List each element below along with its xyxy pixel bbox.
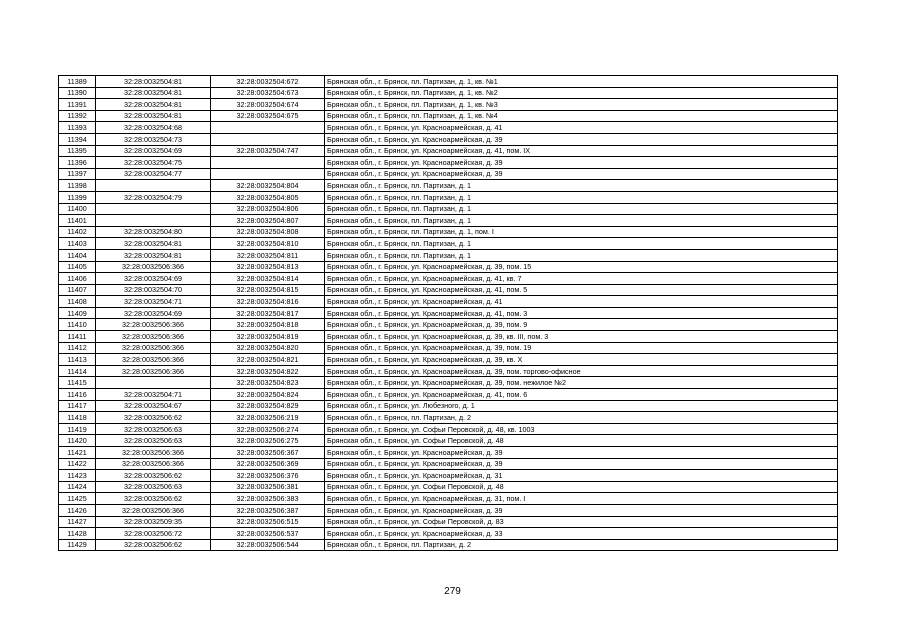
land-parcel-cadastral-cell: 32:28:0032506:366 — [96, 447, 211, 459]
land-parcel-cadastral-cell: 32:28:0032504:68 — [96, 122, 211, 134]
property-cadastral-cell: 32:28:0032504:822 — [211, 365, 325, 377]
record-number-cell: 11427 — [59, 516, 96, 528]
property-cadastral-cell: 32:28:0032504:820 — [211, 342, 325, 354]
land-parcel-cadastral-cell: 32:28:0032504:69 — [96, 307, 211, 319]
property-cadastral-cell: 32:28:0032504:829 — [211, 400, 325, 412]
record-number-cell: 11419 — [59, 423, 96, 435]
address-cell: Брянская обл., г. Брянск, ул. Красноармейская, д. 39, пом. нежилое №2 — [325, 377, 838, 389]
property-cadastral-cell: 32:28:0032504:821 — [211, 354, 325, 366]
record-number-cell: 11429 — [59, 539, 96, 551]
land-parcel-cadastral-cell: 32:28:0032504:77 — [96, 168, 211, 180]
table-row — [59, 238, 838, 250]
table-row — [59, 389, 838, 401]
land-parcel-cadastral-cell: 32:28:0032504:75 — [96, 157, 211, 169]
record-number-cell: 11400 — [59, 203, 96, 215]
address-cell: Брянская обл., г. Брянск, ул. Красноармейская, д. 41, пом. 6 — [325, 389, 838, 401]
property-cadastral-cell: 32:28:0032504:817 — [211, 307, 325, 319]
table-row — [59, 215, 838, 227]
address-cell: Брянская обл., г. Брянск, пл. Партизан, д. 1 — [325, 180, 838, 192]
record-number-cell: 11428 — [59, 528, 96, 540]
table-row — [59, 504, 838, 516]
table-row — [59, 365, 838, 377]
property-cadastral-cell: 32:28:0032504:747 — [211, 145, 325, 157]
registry-table-body — [59, 76, 838, 551]
land-parcel-cadastral-cell: 32:28:0032504:69 — [96, 273, 211, 285]
address-cell: Брянская обл., г. Брянск, ул. Красноармейская, д. 41, пом. 5 — [325, 284, 838, 296]
land-parcel-cadastral-cell: 32:28:0032506:63 — [96, 423, 211, 435]
land-parcel-cadastral-cell: 32:28:0032506:63 — [96, 481, 211, 493]
table-row — [59, 516, 838, 528]
property-cadastral-cell — [211, 157, 325, 169]
address-cell: Брянская обл., г. Брянск, ул. Красноармейская, д. 39, пом. 19 — [325, 342, 838, 354]
table-row — [59, 273, 838, 285]
address-cell: Брянская обл., г. Брянск, ул. Красноармейская, д. 39 — [325, 133, 838, 145]
address-cell: Брянская обл., г. Брянск, пл. Партизан, д. 1 — [325, 191, 838, 203]
table-row — [59, 168, 838, 180]
record-number-cell: 11415 — [59, 377, 96, 389]
record-number-cell: 11413 — [59, 354, 96, 366]
record-number-cell: 11407 — [59, 284, 96, 296]
table-row — [59, 528, 838, 540]
table-row — [59, 447, 838, 459]
land-parcel-cadastral-cell: 32:28:0032504:81 — [96, 87, 211, 99]
address-cell: Брянская обл., г. Брянск, ул. Красноармейская, д. 41, кв. 7 — [325, 273, 838, 285]
record-number-cell: 11418 — [59, 412, 96, 424]
address-cell: Брянская обл., г. Брянск, пл. Партизан, д. 1, кв. №4 — [325, 110, 838, 122]
land-parcel-cadastral-cell: 32:28:0032506:62 — [96, 412, 211, 424]
record-number-cell: 11423 — [59, 470, 96, 482]
table-row — [59, 400, 838, 412]
record-number-cell: 11414 — [59, 365, 96, 377]
address-cell: Брянская обл., г. Брянск, пл. Партизан, д. 1 — [325, 215, 838, 227]
address-cell: Брянская обл., г. Брянск, ул. Красноармейская, д. 39 — [325, 458, 838, 470]
address-cell: Брянская обл., г. Брянск, ул. Красноармейская, д. 39 — [325, 447, 838, 459]
property-registry-table — [58, 75, 838, 551]
record-number-cell: 11421 — [59, 447, 96, 459]
table-row — [59, 110, 838, 122]
table-row — [59, 470, 838, 482]
land-parcel-cadastral-cell: 32:28:0032504:81 — [96, 99, 211, 111]
property-cadastral-cell: 32:28:0032504:673 — [211, 87, 325, 99]
address-cell: Брянская обл., г. Брянск, пл. Партизан, д. 1 — [325, 238, 838, 250]
page-number: 279 — [444, 586, 461, 597]
land-parcel-cadastral-cell: 32:28:0032504:81 — [96, 238, 211, 250]
record-number-cell: 11391 — [59, 99, 96, 111]
property-cadastral-cell: 32:28:0032504:819 — [211, 331, 325, 343]
record-number-cell: 11412 — [59, 342, 96, 354]
record-number-cell: 11390 — [59, 87, 96, 99]
record-number-cell: 11411 — [59, 331, 96, 343]
property-cadastral-cell: 32:28:0032504:672 — [211, 76, 325, 88]
land-parcel-cadastral-cell: 32:28:0032506:366 — [96, 354, 211, 366]
land-parcel-cadastral-cell: 32:28:0032506:62 — [96, 470, 211, 482]
address-cell: Брянская обл., г. Брянск, ул. Красноармейская, д. 41 — [325, 296, 838, 308]
address-cell: Брянская обл., г. Брянск, ул. Красноармейская, д. 33 — [325, 528, 838, 540]
table-row — [59, 296, 838, 308]
property-cadastral-cell: 32:28:0032504:816 — [211, 296, 325, 308]
property-cadastral-cell: 32:28:0032506:383 — [211, 493, 325, 505]
land-parcel-cadastral-cell — [96, 377, 211, 389]
property-cadastral-cell: 32:28:0032506:219 — [211, 412, 325, 424]
record-number-cell: 11395 — [59, 145, 96, 157]
land-parcel-cadastral-cell: 32:28:0032506:366 — [96, 365, 211, 377]
property-cadastral-cell: 32:28:0032506:376 — [211, 470, 325, 482]
property-cadastral-cell: 32:28:0032506:275 — [211, 435, 325, 447]
record-number-cell: 11393 — [59, 122, 96, 134]
land-parcel-cadastral-cell: 32:28:0032506:366 — [96, 504, 211, 516]
address-cell: Брянская обл., г. Брянск, пл. Партизан, д. 1, кв. №2 — [325, 87, 838, 99]
table-row — [59, 493, 838, 505]
table-row — [59, 191, 838, 203]
record-number-cell: 11424 — [59, 481, 96, 493]
land-parcel-cadastral-cell: 32:28:0032509:35 — [96, 516, 211, 528]
record-number-cell: 11398 — [59, 180, 96, 192]
land-parcel-cadastral-cell: 32:28:0032506:366 — [96, 261, 211, 273]
table-row — [59, 145, 838, 157]
property-cadastral-cell: 32:28:0032506:369 — [211, 458, 325, 470]
address-cell: Брянская обл., г. Брянск, ул. Красноармейская, д. 39, кв. III, пом. 3 — [325, 331, 838, 343]
land-parcel-cadastral-cell: 32:28:0032506:63 — [96, 435, 211, 447]
address-cell: Брянская обл., г. Брянск, ул. Красноармейская, д. 39, пом. 15 — [325, 261, 838, 273]
property-cadastral-cell: 32:28:0032504:807 — [211, 215, 325, 227]
land-parcel-cadastral-cell: 32:28:0032506:62 — [96, 539, 211, 551]
address-cell: Брянская обл., г. Брянск, ул. Софьи Перовской, д. 83 — [325, 516, 838, 528]
record-number-cell: 11405 — [59, 261, 96, 273]
property-cadastral-cell: 32:28:0032504:804 — [211, 180, 325, 192]
land-parcel-cadastral-cell: 32:28:0032504:67 — [96, 400, 211, 412]
address-cell: Брянская обл., г. Брянск, ул. Красноармейская, д. 39 — [325, 168, 838, 180]
table-row — [59, 87, 838, 99]
property-cadastral-cell: 32:28:0032504:806 — [211, 203, 325, 215]
record-number-cell: 11389 — [59, 76, 96, 88]
property-cadastral-cell: 32:28:0032504:805 — [211, 191, 325, 203]
table-row — [59, 249, 838, 261]
property-cadastral-cell: 32:28:0032504:823 — [211, 377, 325, 389]
property-cadastral-cell: 32:28:0032504:810 — [211, 238, 325, 250]
table-row — [59, 307, 838, 319]
address-cell: Брянская обл., г. Брянск, ул. Красноармейская, д. 31, пом. I — [325, 493, 838, 505]
property-cadastral-cell — [211, 133, 325, 145]
record-number-cell: 11422 — [59, 458, 96, 470]
land-parcel-cadastral-cell: 32:28:0032504:81 — [96, 110, 211, 122]
land-parcel-cadastral-cell: 32:28:0032504:71 — [96, 389, 211, 401]
address-cell: Брянская обл., г. Брянск, ул. Софьи Перовской, д. 48 — [325, 481, 838, 493]
record-number-cell: 11396 — [59, 157, 96, 169]
record-number-cell: 11399 — [59, 191, 96, 203]
table-row — [59, 261, 838, 273]
land-parcel-cadastral-cell: 32:28:0032506:62 — [96, 493, 211, 505]
land-parcel-cadastral-cell: 32:28:0032504:69 — [96, 145, 211, 157]
address-cell: Брянская обл., г. Брянск, ул. Любезного, д. 1 — [325, 400, 838, 412]
land-parcel-cadastral-cell: 32:28:0032506:366 — [96, 319, 211, 331]
property-cadastral-cell — [211, 122, 325, 134]
record-number-cell: 11410 — [59, 319, 96, 331]
table-row — [59, 342, 838, 354]
table-row — [59, 458, 838, 470]
record-number-cell: 11409 — [59, 307, 96, 319]
address-cell: Брянская обл., г. Брянск, ул. Красноармейская, д. 39, пом. 9 — [325, 319, 838, 331]
record-number-cell: 11416 — [59, 389, 96, 401]
record-number-cell: 11408 — [59, 296, 96, 308]
land-parcel-cadastral-cell: 32:28:0032504:81 — [96, 249, 211, 261]
address-cell: Брянская обл., г. Брянск, ул. Красноармейская, д. 39 — [325, 504, 838, 516]
address-cell: Брянская обл., г. Брянск, пл. Партизан, д. 2 — [325, 539, 838, 551]
address-cell: Брянская обл., г. Брянск, пл. Партизан, д. 1, кв. №3 — [325, 99, 838, 111]
address-cell: Брянская обл., г. Брянск, пл. Партизан, д. 1, кв. №1 — [325, 76, 838, 88]
address-cell: Брянская обл., г. Брянск, ул. Красноармейская, д. 39 — [325, 157, 838, 169]
table-row — [59, 203, 838, 215]
property-cadastral-cell — [211, 168, 325, 180]
land-parcel-cadastral-cell: 32:28:0032504:70 — [96, 284, 211, 296]
land-parcel-cadastral-cell: 32:28:0032504:79 — [96, 191, 211, 203]
property-cadastral-cell: 32:28:0032504:675 — [211, 110, 325, 122]
property-cadastral-cell: 32:28:0032504:818 — [211, 319, 325, 331]
address-cell: Брянская обл., г. Брянск, пл. Партизан, д. 1 — [325, 203, 838, 215]
land-parcel-cadastral-cell: 32:28:0032506:366 — [96, 342, 211, 354]
address-cell: Брянская обл., г. Брянск, пл. Партизан, д. 1 — [325, 249, 838, 261]
address-cell: Брянская обл., г. Брянск, ул. Красноармейская, д. 39, пом. торгово-офисное — [325, 365, 838, 377]
table-row — [59, 99, 838, 111]
property-cadastral-cell: 32:28:0032504:814 — [211, 273, 325, 285]
land-parcel-cadastral-cell: 32:28:0032506:72 — [96, 528, 211, 540]
record-number-cell: 11425 — [59, 493, 96, 505]
land-parcel-cadastral-cell — [96, 203, 211, 215]
table-row — [59, 435, 838, 447]
address-cell: Брянская обл., г. Брянск, ул. Красноармейская, д. 31 — [325, 470, 838, 482]
property-cadastral-cell: 32:28:0032504:813 — [211, 261, 325, 273]
address-cell: Брянская обл., г. Брянск, ул. Красноармейская, д. 41 — [325, 122, 838, 134]
record-number-cell: 11392 — [59, 110, 96, 122]
table-row — [59, 354, 838, 366]
property-cadastral-cell: 32:28:0032504:808 — [211, 226, 325, 238]
table-row — [59, 377, 838, 389]
record-number-cell: 11420 — [59, 435, 96, 447]
property-cadastral-cell: 32:28:0032504:674 — [211, 99, 325, 111]
record-number-cell: 11426 — [59, 504, 96, 516]
address-cell: Брянская обл., г. Брянск, ул. Софьи Перовской, д. 48, кв. 1003 — [325, 423, 838, 435]
table-row — [59, 122, 838, 134]
property-cadastral-cell: 32:28:0032504:824 — [211, 389, 325, 401]
land-parcel-cadastral-cell — [96, 215, 211, 227]
address-cell: Брянская обл., г. Брянск, пл. Партизан, д. 2 — [325, 412, 838, 424]
property-cadastral-cell: 32:28:0032506:544 — [211, 539, 325, 551]
table-row — [59, 481, 838, 493]
table-row — [59, 157, 838, 169]
address-cell: Брянская обл., г. Брянск, пл. Партизан, д. 1, пом. I — [325, 226, 838, 238]
property-cadastral-cell: 32:28:0032506:515 — [211, 516, 325, 528]
table-row — [59, 76, 838, 88]
address-cell: Брянская обл., г. Брянск, ул. Красноармейская, д. 41, пом. 3 — [325, 307, 838, 319]
table-row — [59, 423, 838, 435]
property-cadastral-cell: 32:28:0032506:537 — [211, 528, 325, 540]
table-row — [59, 180, 838, 192]
land-parcel-cadastral-cell — [96, 180, 211, 192]
record-number-cell: 11402 — [59, 226, 96, 238]
property-cadastral-cell: 32:28:0032504:815 — [211, 284, 325, 296]
table-row — [59, 226, 838, 238]
record-number-cell: 11394 — [59, 133, 96, 145]
property-cadastral-cell: 32:28:0032506:387 — [211, 504, 325, 516]
table-row — [59, 331, 838, 343]
table-row — [59, 319, 838, 331]
record-number-cell: 11404 — [59, 249, 96, 261]
land-parcel-cadastral-cell: 32:28:0032504:81 — [96, 76, 211, 88]
property-cadastral-cell: 32:28:0032506:367 — [211, 447, 325, 459]
record-number-cell: 11397 — [59, 168, 96, 180]
land-parcel-cadastral-cell: 32:28:0032504:80 — [96, 226, 211, 238]
property-cadastral-cell: 32:28:0032504:811 — [211, 249, 325, 261]
land-parcel-cadastral-cell: 32:28:0032506:366 — [96, 458, 211, 470]
table-row — [59, 284, 838, 296]
land-parcel-cadastral-cell: 32:28:0032504:71 — [96, 296, 211, 308]
record-number-cell: 11401 — [59, 215, 96, 227]
table-row — [59, 133, 838, 145]
record-number-cell: 11403 — [59, 238, 96, 250]
address-cell: Брянская обл., г. Брянск, ул. Софьи Перовской, д. 48 — [325, 435, 838, 447]
table-row — [59, 412, 838, 424]
address-cell: Брянская обл., г. Брянск, ул. Красноармейская, д. 39, кв. X — [325, 354, 838, 366]
land-parcel-cadastral-cell: 32:28:0032504:73 — [96, 133, 211, 145]
record-number-cell: 11406 — [59, 273, 96, 285]
record-number-cell: 11417 — [59, 400, 96, 412]
land-parcel-cadastral-cell: 32:28:0032506:366 — [96, 331, 211, 343]
address-cell: Брянская обл., г. Брянск, ул. Красноармейская, д. 41, пом. IX — [325, 145, 838, 157]
property-cadastral-cell: 32:28:0032506:381 — [211, 481, 325, 493]
table-row — [59, 539, 838, 551]
property-cadastral-cell: 32:28:0032506:274 — [211, 423, 325, 435]
